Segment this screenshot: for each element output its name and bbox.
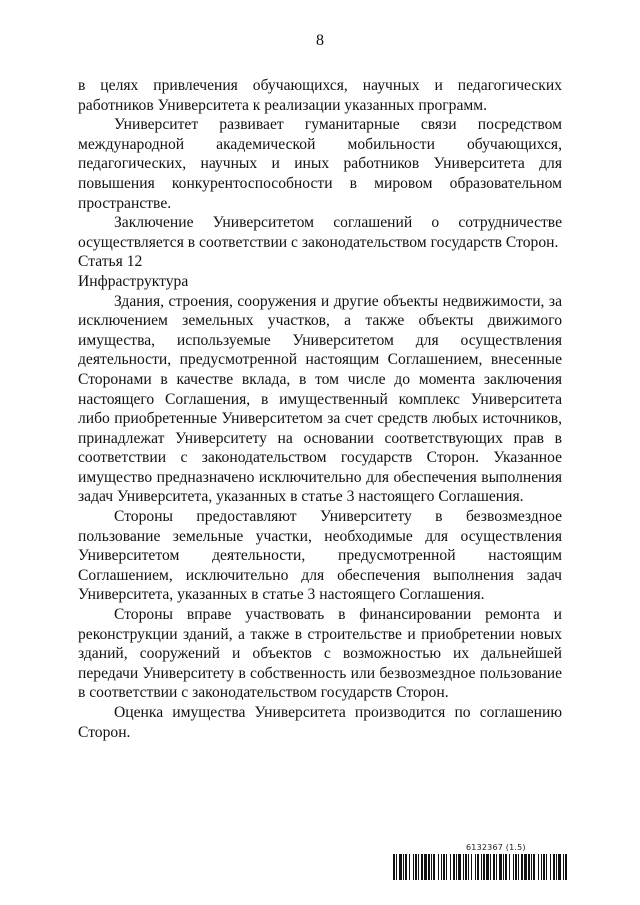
paragraph-agreements: Заключение Университетом соглашений о сотрудничестве осуществляется в соответствии с законодательством государств Сторон. bbox=[78, 214, 562, 251]
barcode bbox=[393, 854, 568, 880]
paragraph-property: Здания, строения, сооружения и другие объекты недвижимости, за исключением земельных участков, а также объекты движимого имущества, используемые Университетом для осуществления деятельности, предусмотренной настоящим Соглашением, внесенные Сторонами в качестве вклада, в том числе до момента заключения настоящего Соглашения, в имущественный комплекс Университета либо приобретенные Университетом за счет средств любых источников, принадлежат Университету на основании соответствующих прав в соответствии с законодательством государств Сторон. Указанное имущество предназначено исключительно для обеспечения выполнения задач Университета, указанных в статье 3 настоящего Соглашения. bbox=[78, 292, 562, 506]
document-body bbox=[78, 76, 562, 742]
paragraph-valuation: Оценка имущества Университета производится по соглашению Сторон. bbox=[78, 704, 562, 741]
paragraph-land: Стороны предоставляют Университету в безвозмездное пользование земельные участки, необходимые для осуществления Университетом деятельности, предусмотренной настоящим Соглашением, исключительно для обеспечения выполнения задач Университета, указанных в статье 3 настоящего Соглашения. bbox=[78, 508, 562, 604]
document-code: 6132367 (1.5) bbox=[466, 843, 526, 852]
paragraph-continuation: в целях привлечения обучающихся, научных и педагогических работников Университета к реализации указанных программ. bbox=[78, 77, 562, 114]
document-footer bbox=[393, 843, 568, 883]
article-number: Статья 12 bbox=[78, 253, 143, 271]
paragraph-mobility: Университет развивает гуманитарные связи посредством международной академической мобильности обучающихся, педагогических, научных и иных работников Университета для повышения конкурентоспособности в мировом образовательном пространстве. bbox=[78, 116, 562, 212]
paragraph-financing: Стороны вправе участвовать в финансировании ремонта и реконструкции зданий, а также в строительстве и приобретении новых зданий, сооружений и объектов с возможностью их дальнейшей передачи Университету в собственность или безвозмездное пользование в соответствии с законодательством государств Сторон. bbox=[78, 606, 562, 702]
page-number: 8 bbox=[316, 32, 324, 49]
article-title: Инфраструктура bbox=[78, 272, 189, 290]
